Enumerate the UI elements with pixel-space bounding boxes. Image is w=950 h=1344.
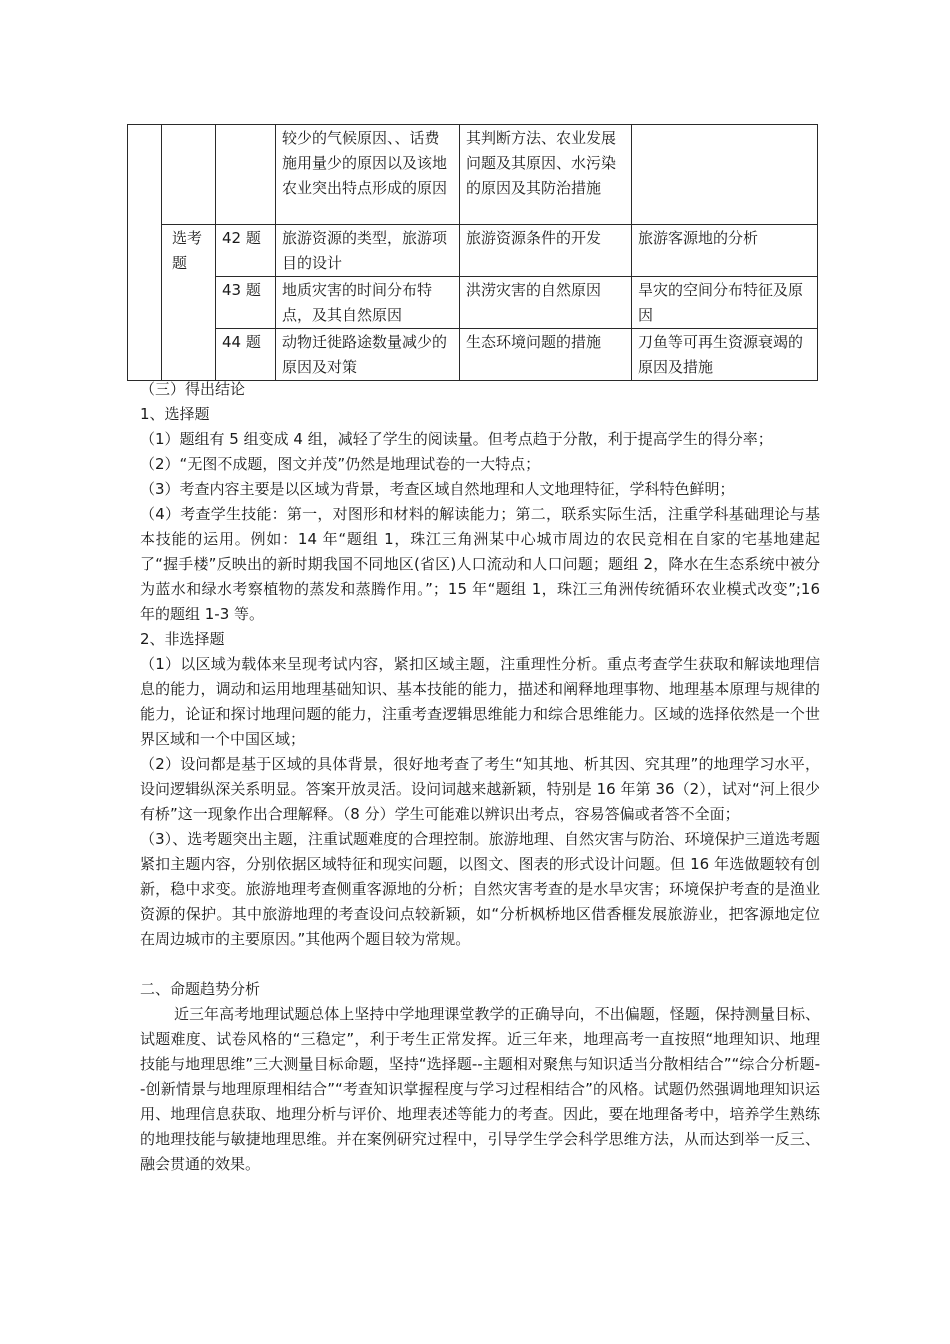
group-label-cell: 选考题 [162,225,216,381]
table-cell: 旅游资源条件的开发 [460,225,632,277]
paragraph: （2）“无图不成题，图文并茂”仍然是地理试卷的一大特点； [140,455,541,473]
table-row [128,277,818,329]
table-row [128,225,818,277]
table-cell: 较少的气候原因、、话费施用量少的原因以及该地农业突出特点形成的原因 [276,125,460,225]
table-cell: 刀鱼等可再生资源衰竭的原因及措施 [632,329,818,381]
table-row [128,125,818,225]
question-number: 42 题 [216,225,276,277]
table-cell: 动物迁徙路途数量减少的原因及对策 [276,329,460,381]
table-cell: 旅游客源地的分析 [632,225,818,277]
exam-analysis-table [127,124,818,381]
table-cell: 生态环境问题的措施 [460,329,632,381]
table-row [128,329,818,381]
table-cell [216,125,276,225]
paragraph: （1）题组有 5 组变成 4 组，减轻了学生的阅读量。但考点趋于分散，利于提高学生的得分率； [140,430,773,448]
paragraph: （3）、选考题突出主题，注重试题难度的合理控制。旅游地理、自然灾害与防治、环境保护三道选考题紧扣主题内容，分别依据区域特征和现实问题，以图文、图表的形式设计问题。但 16 年选做题较有创新，稳中求变。旅游地理考查侧重客源地的分析；自然灾害考查的是水旱灾害；环境保护考查的是渔业资源的保护。其中旅游地理的考查设问点较新颖，如“分析枫桥地区借香榧发展旅游业，把客源地定位在周边城市的主要原因。”其他两个题目较为常规。 [140,830,820,948]
question-number: 44 题 [216,329,276,381]
section-heading: 二、命题趋势分析 [140,980,261,998]
table-cell: 旱灾的空间分布特征及原因 [632,277,818,329]
table-cell [162,125,216,225]
table-cell [632,125,818,225]
table-cell: 地质灾害的时间分布特点，及其自然原因 [276,277,460,329]
paragraph: （4）考查学生技能：第一，对图形和材料的解读能力；第二，联系实际生活，注重学科基础理论与基本技能的运用。例如：14 年“题组 1，珠江三角洲某中心城市周边的农民竞相在自家的宅基地建起了“握手楼”反映出的新时期我国不同地区(省区)人口流动和人口问题；题组 2，降水在生态系统中被分为蓝水和绿水考察植物的蒸发和蒸腾作用。”；15 年“题组 1，珠江三角洲传统循环农业模式改变”;16 年的题组 1-3 等。 [140,505,820,623]
table-cell: 其判断方法、农业发展问题及其原因、水污染的原因及其防治措施 [460,125,632,225]
table-cell: 洪涝灾害的自然原因 [460,277,632,329]
table-cell: 旅游资源的类型，旅游项目的设计 [276,225,460,277]
question-number: 43 题 [216,277,276,329]
body-text [140,377,820,1177]
paragraph: （1）以区域为载体来呈现考试内容，紧扣区域主题，注重理性分析。重点考查学生获取和解读地理信息的能力，调动和运用地理基础知识、基本技能的能力，描述和阐释地理事物、地理基本原理与规律的能力，论证和探讨地理问题的能力，注重考查逻辑思维能力和综合思维能力。区域的选择依然是一个世界区域和一个中国区域； [140,655,820,748]
paragraph: （2）设问都是基于区域的具体背景，很好地考查了考生“知其地、析其因、究其理”的地理学习水平，设问逻辑纵深关系明显。答案开放灵活。设问词越来越新颖，特别是 16 年第 36（2），试对“河上很少有桥”这一现象作出合理解释。（8 分）学生可能难以辨识出考点，容易答偏或者答不全面； [140,755,820,823]
subsection-heading: 2、非选择题 [140,630,225,648]
paragraph: （3）考查内容主要是以区域为背景，考查区域自然地理和人文地理特征，学科特色鲜明； [140,480,735,498]
table-cell [128,125,162,381]
subsection-heading: 1、选择题 [140,405,210,423]
section-heading: （三）得出结论 [140,380,246,398]
paragraph: 近三年高考地理试题总体上坚持中学地理课堂教学的正确导向，不出偏题，怪题，保持测量目标、试题难度、试卷风格的“三稳定”，利于考生正常发挥。近三年来，地理高考一直按照“地理知识、地理技能与地理思维”三大测量目标命题，坚持“选择题--主题相对聚焦与知识适当分散相结合”“综合分析题--创新情景与地理原理相结合”“考查知识掌握程度与学习过程相结合”的风格。试题仍然强调地理知识运用、地理信息获取、地理分析与评价、地理表述等能力的考查。因此，要在地理备考中，培养学生熟练的地理技能与敏捷地理思维。并在案例研究过程中，引导学生学会科学思维方法，从而达到举一反三、融会贯通的效果。 [140,1005,820,1173]
